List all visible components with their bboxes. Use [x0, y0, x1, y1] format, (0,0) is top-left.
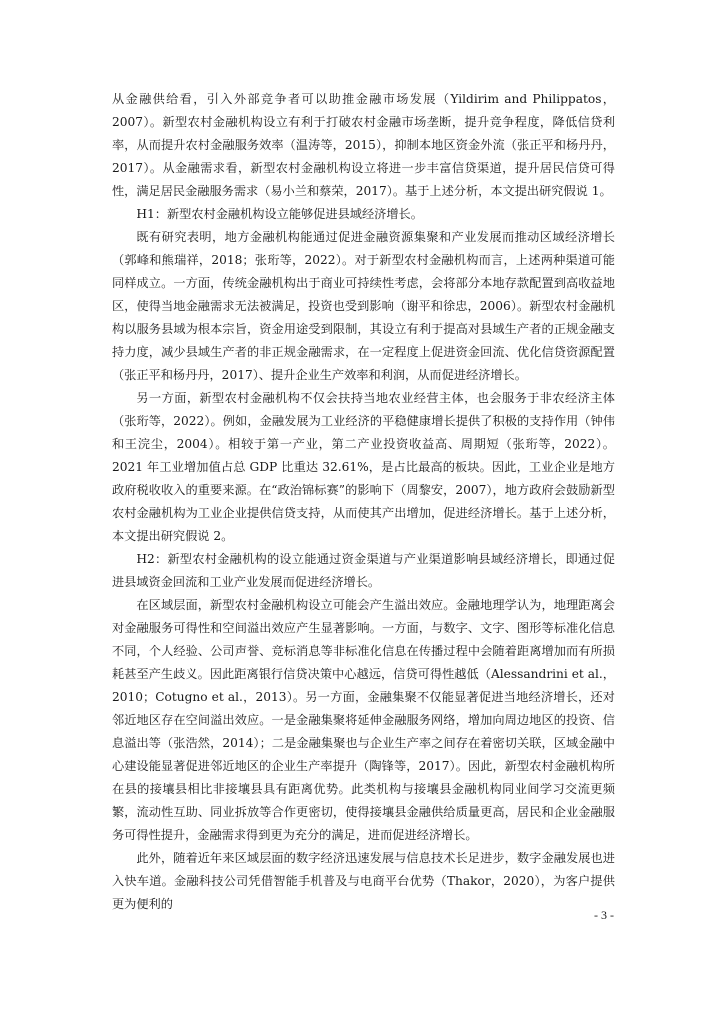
paragraph-digital-finance: 此外，随着近年来区域层面的数字经济迅速发展与信息技术长足进步，数字金融发展也进入快车道。金融科技公司凭借智能手机普及与电商平台优势（Thakor，2020），为客户提供更为便利的 — [112, 851, 615, 911]
hypothesis-h1: H1：新型农村金融机构设立能够促进县域经济增长。 — [136, 207, 423, 221]
paragraph-industry: 另一方面，新型农村金融机构不仅会扶持当地农业经营主体，也会服务于非农经济主体（张珩等，2022）。例如，金融发展为工业经济的平稳健康增长提供了积极的支持作用（钟伟和王浣尘，2004）。相较于第一产业，第二产业投资收益高、周期短（张珩等，2022）。2021 年工业增加值占总 GDP 比重达 32.61%，是占比最高的板块。因此，工业企业是地方政府税收收入的重要来源。在“政治锦标赛”的影响下（周黎安，2007），地方政府会鼓励新型农村金融机构为工业企业提供信贷支持，从而使其产出增加，促进经济增长。基于上述分析，本文提出研究假说 2。 — [112, 391, 615, 543]
paragraph-spillover: 在区域层面，新型农村金融机构设立可能会产生溢出效应。金融地理学认为，地理距离会对金融服务可得性和空间溢出效应产生显著影响。一方面，与数字、文字、图形等标准化信息不同，个人经验、公司声誉、竞标消息等非标准化信息在传播过程中会随着距离增加而有所损耗甚至产生歧义。因此距离银行信贷决策中心越远，信贷可得性越低（Alessandrini et al.，2010；Cotugno et al.，2013）。另一方面，金融集聚不仅能显著促进当地经济增长，还对邻近地区存在空间溢出效应。一是金融集聚将延伸金融服务网络，增加向周边地区的投资、信息溢出等（张浩然，2014）；二是金融集聚也与企业生产率之间存在着密切关联，区域金融中心建设能显著促进邻近地区的企业生产率提升（陶锋等，2017）。因此，新型农村金融机构所在县的接壤县相比非接壤县具有距离优势。此类机构与接壤县金融机构同业间学习交流更频繁，流动性互助、同业拆放等合作更密切，使得接壤县金融供给质量更高，居民和企业金融服务可得性提升，金融需求得到更为充分的满足，进而促进经济增长。 — [112, 598, 615, 842]
body-text — [112, 88, 615, 916]
page-number: - 3 - — [594, 908, 614, 922]
hypothesis-h2: H2：新型农村金融机构的设立能通过资金渠道与产业渠道影响县域经济增长，即通过促进县域资金回流和工业产业发展而促进经济增长。 — [112, 552, 615, 589]
paragraph-channels: 既有研究表明，地方金融机构能通过促进金融资源集聚和产业发展而推动区域经济增长（郭峰和熊瑞祥，2018；张珩等，2022）。对于新型农村金融机构而言，上述两种渠道可能同样成立。一方面，传统金融机构出于商业可持续性考虑，会将部分本地存款配置到高收益地区，使得当地金融需求无法被满足，投资也受到影响（谢平和徐忠，2006）。新型农村金融机构以服务县域为根本宗旨，资金用途受到限制，其设立有利于提高对县域生产者的正规金融支持力度，减少县域生产者的非正规金融需求，在一定程度上促进资金回流、优化信贷资源配置（张正平和杨丹丹，2017）、提升企业生产效率和利润，从而促进经济增长。 — [112, 230, 615, 382]
paragraph-supply-demand: 从金融供给看，引入外部竞争者可以助推金融市场发展（Yildirim and Philippatos，2007）。新型农村金融机构设立有利于打破农村金融市场垄断，提升竞争程度，降低信贷利率，从而提升农村金融服务效率（温涛等，2015），抑制本地区资金外流（张正平和杨丹丹，2017）。从金融需求看，新型农村金融机构设立将进一步丰富信贷渠道，提升居民信贷可得性，满足居民金融服务需求（易小兰和蔡荣，2017）。基于上述分析，本文提出研究假说 1。 — [112, 92, 615, 198]
